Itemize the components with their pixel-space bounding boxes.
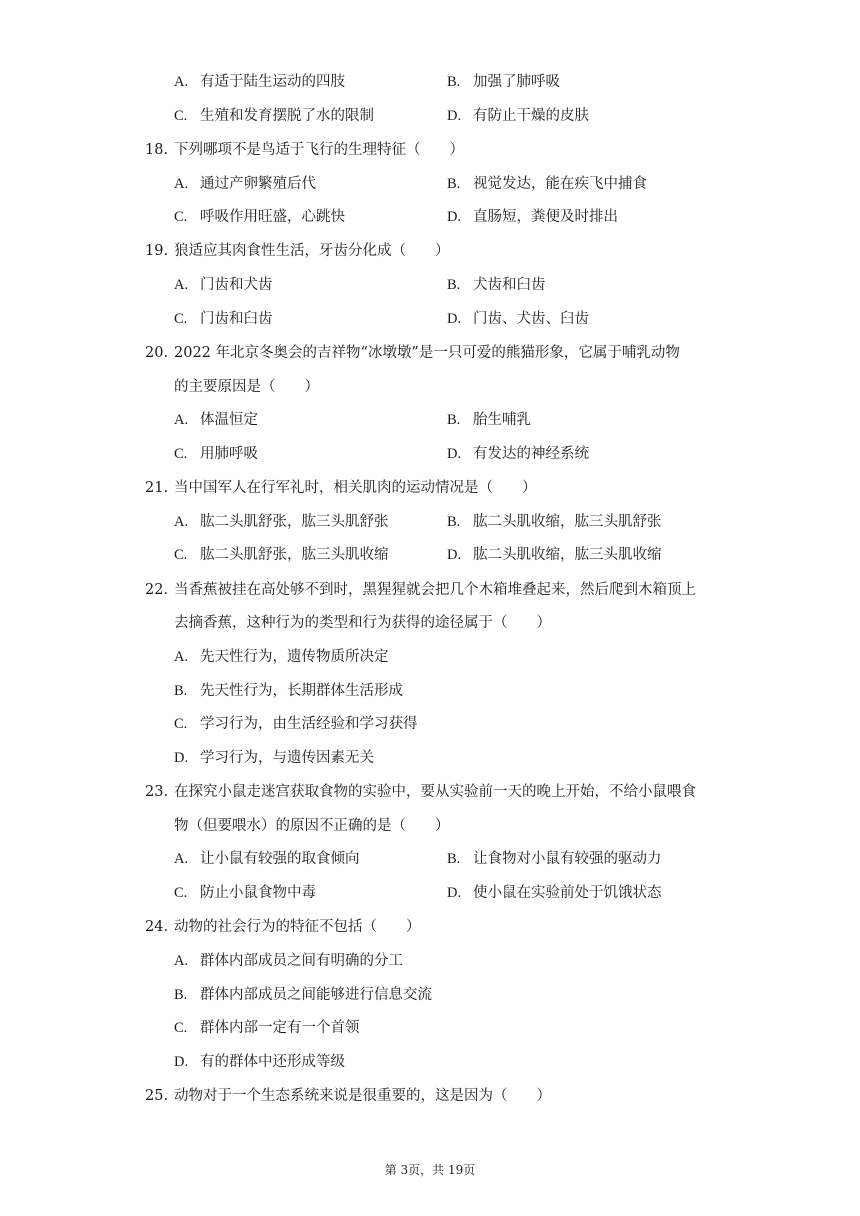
option-c	[174, 1018, 360, 1038]
option-text: 犬齿和臼齿	[473, 277, 546, 293]
option-letter: D.	[447, 547, 462, 563]
option-letter: A.	[174, 277, 189, 293]
option-text: 肱二头肌收缩，肱三头肌收缩	[473, 547, 662, 563]
option-letter: D.	[447, 209, 462, 225]
option-letter: D.	[447, 885, 462, 901]
option-d	[447, 883, 662, 903]
option-letter: C.	[174, 209, 188, 225]
option-text: 先天性行为，遗传物质所决定	[200, 649, 389, 665]
option-text: 胎生哺乳	[473, 412, 531, 428]
option-c	[174, 207, 345, 227]
option-c	[174, 444, 258, 464]
option-text: 群体内部一定有一个首领	[200, 1020, 360, 1036]
question-number: 19.	[145, 243, 169, 259]
option-a	[174, 410, 258, 430]
question-number: 25.	[145, 1088, 169, 1104]
option-d	[447, 207, 618, 227]
option-letter: D.	[447, 311, 462, 327]
option-a	[174, 275, 273, 295]
option-text: 有的群体中还形成等级	[200, 1054, 345, 1070]
option-text: 有发达的神经系统	[473, 446, 589, 462]
option-text: 先天性行为，长期群体生活形成	[200, 683, 403, 699]
option-letter: C.	[174, 716, 188, 732]
option-text: 直肠短，粪便及时排出	[473, 209, 618, 225]
option-letter: C.	[174, 547, 188, 563]
option-c	[174, 309, 273, 329]
option-a	[174, 512, 389, 532]
option-letter: A.	[174, 953, 189, 969]
question-number: 21.	[145, 480, 169, 496]
option-d	[447, 106, 589, 126]
option-letter: B.	[447, 176, 461, 192]
option-letter: C.	[174, 446, 188, 462]
option-text: 用肺呼吸	[200, 446, 258, 462]
option-letter: C.	[174, 108, 188, 124]
option-text: 呼吸作用旺盛，心跳快	[200, 209, 345, 225]
page-footer: 第 3页，共 19页	[384, 1163, 476, 1177]
option-text: 防止小鼠食物中毒	[200, 885, 316, 901]
option-b	[447, 512, 662, 532]
option-text: 群体内部成员之间有明确的分工	[200, 953, 403, 969]
option-text: 肱二头肌舒张，肱三头肌收缩	[200, 547, 389, 563]
question-number: 24.	[145, 919, 169, 935]
option-a	[174, 72, 345, 92]
option-b	[174, 985, 432, 1005]
option-d	[447, 444, 589, 464]
option-text: 门齿和犬齿	[200, 277, 273, 293]
option-b	[447, 849, 662, 869]
option-letter: D.	[174, 750, 189, 766]
option-letter: B.	[174, 683, 188, 699]
option-text: 让小鼠有较强的取食倾向	[200, 851, 360, 867]
option-b	[447, 275, 546, 295]
question-text-continued: 去摘香蕉，这种行为的类型和行为获得的途径属于（ ）	[174, 615, 551, 631]
question-number: 20.	[145, 345, 169, 361]
option-text: 群体内部成员之间能够进行信息交流	[200, 987, 432, 1003]
option-letter: A.	[174, 74, 189, 90]
question-number: 23.	[145, 784, 169, 800]
option-letter: B.	[447, 74, 461, 90]
option-letter: B.	[174, 987, 188, 1003]
option-letter: D.	[447, 108, 462, 124]
question-text-continued: 物（但要喂水）的原因不正确的是（ ）	[174, 818, 450, 834]
option-text: 有适于陆生运动的四肢	[200, 74, 345, 90]
option-b	[447, 174, 647, 194]
option-letter: B.	[447, 412, 461, 428]
question-number: 18.	[145, 142, 169, 158]
option-letter: D.	[447, 446, 462, 462]
option-c	[174, 883, 316, 903]
option-letter: A.	[174, 176, 189, 192]
option-b	[174, 681, 403, 701]
option-text: 生殖和发育摆脱了水的限制	[200, 108, 374, 124]
option-letter: D.	[174, 1054, 189, 1070]
option-a	[174, 174, 316, 194]
question-text: 在探究小鼠走迷宫获取食物的实验中，要从实验前一天的晚上开始，不给小鼠喂食	[174, 784, 696, 800]
option-text: 肱二头肌收缩，肱三头肌舒张	[473, 514, 662, 530]
option-text: 门齿和臼齿	[200, 311, 273, 327]
option-text: 学习行为，与遗传因素无关	[200, 750, 374, 766]
question-text: 当香蕉被挂在高处够不到时，黑猩猩就会把几个木箱堆叠起来，然后爬到木箱顶上	[174, 582, 696, 598]
option-d	[447, 545, 662, 565]
option-letter: A.	[174, 412, 189, 428]
question-text: 狼适应其肉食性生活，牙齿分化成（ ）	[174, 243, 450, 259]
option-text: 体温恒定	[200, 412, 258, 428]
option-letter: B.	[447, 514, 461, 530]
question-text: 动物的社会行为的特征不包括（ ）	[174, 919, 421, 935]
option-text: 肱二头肌舒张，肱三头肌舒张	[200, 514, 389, 530]
option-text: 加强了肺呼吸	[473, 74, 560, 90]
question-text: 下列哪项不是鸟适于飞行的生理特征（ ）	[174, 142, 464, 158]
option-letter: C.	[174, 885, 188, 901]
option-a	[174, 951, 403, 971]
option-letter: C.	[174, 1020, 188, 1036]
option-letter: A.	[174, 851, 189, 867]
option-text: 让食物对小鼠有较强的驱动力	[473, 851, 662, 867]
option-text: 通过产卵繁殖后代	[200, 176, 316, 192]
option-text: 有防止干燥的皮肤	[473, 108, 589, 124]
option-text: 学习行为，由生活经验和学习获得	[200, 716, 418, 732]
question-number: 22.	[145, 582, 169, 598]
question-text-continued: 的主要原因是（ ）	[174, 379, 319, 395]
question-text: 当中国军人在行军礼时，相关肌肉的运动情况是（ ）	[174, 480, 537, 496]
question-text: 动物对于一个生态系统来说是很重要的，这是因为（ ）	[174, 1088, 551, 1104]
option-b	[447, 410, 531, 430]
option-text: 视觉发达，能在疾飞中捕食	[473, 176, 647, 192]
option-letter: A.	[174, 649, 189, 665]
option-letter: B.	[447, 851, 461, 867]
option-text: 使小鼠在实验前处于饥饿状态	[473, 885, 662, 901]
option-b	[447, 72, 560, 92]
option-letter: B.	[447, 277, 461, 293]
option-c	[174, 714, 418, 734]
option-d	[174, 748, 374, 768]
option-c	[174, 545, 389, 565]
question-text: 2022 年北京冬奥会的吉祥物“冰墩墩”是一只可爱的熊猫形象，它属于哺乳动物	[174, 345, 680, 361]
option-letter: A.	[174, 514, 189, 530]
option-a	[174, 849, 360, 869]
option-a	[174, 647, 389, 667]
option-c	[174, 106, 374, 126]
option-d	[447, 309, 589, 329]
option-d	[174, 1052, 345, 1072]
option-text: 门齿、犬齿、臼齿	[473, 311, 589, 327]
option-letter: C.	[174, 311, 188, 327]
